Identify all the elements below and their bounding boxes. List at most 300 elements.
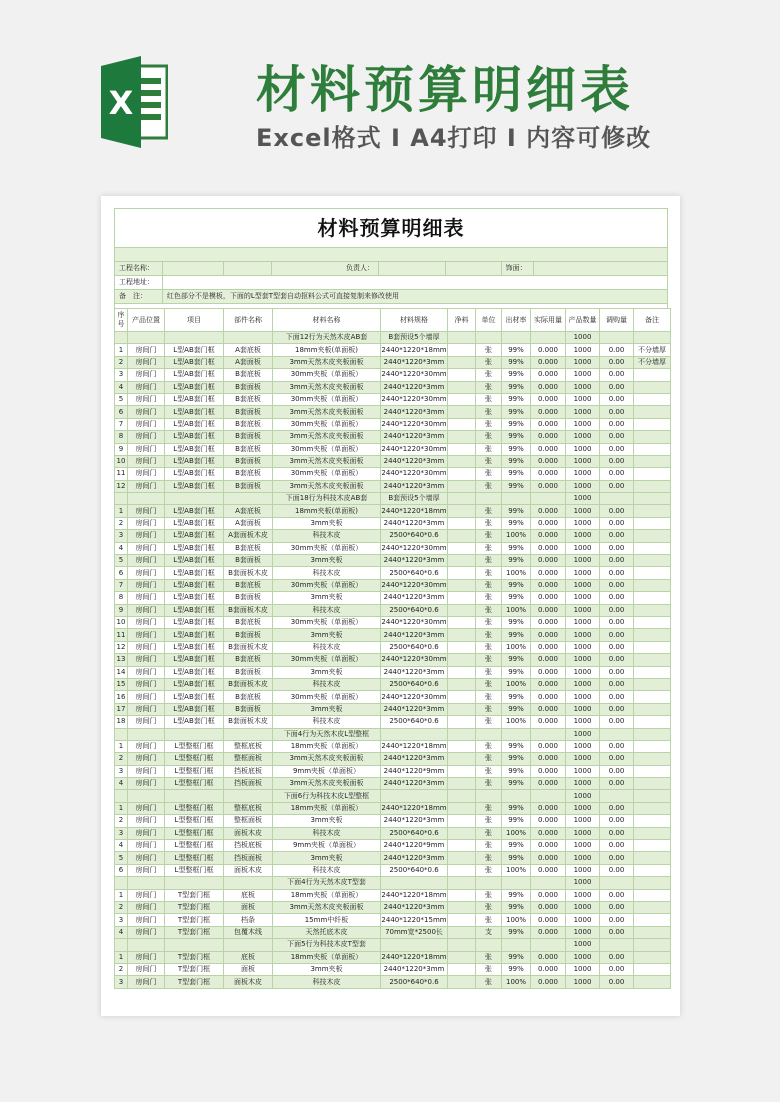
table-cell[interactable] xyxy=(165,728,224,740)
table-cell[interactable]: 100% xyxy=(502,567,531,579)
table-cell[interactable]: 3mm天然木皮夹板面板 xyxy=(273,778,381,790)
table-cell[interactable]: 2440*1220*3mm xyxy=(381,629,448,641)
table-cell[interactable]: L型AB套门框 xyxy=(165,369,224,381)
table-cell[interactable]: T型套门框 xyxy=(165,951,224,963)
table-cell[interactable]: 99% xyxy=(502,418,531,430)
table-cell[interactable]: 房间门 xyxy=(128,542,165,554)
table-cell[interactable]: L型AB套门框 xyxy=(165,678,224,690)
table-cell[interactable]: 0.00 xyxy=(600,815,634,827)
table-cell[interactable]: 0.000 xyxy=(531,778,566,790)
table-cell[interactable]: 6 xyxy=(115,406,128,418)
table-cell[interactable] xyxy=(448,406,476,418)
table-cell[interactable]: 99% xyxy=(502,765,531,777)
table-cell[interactable]: 张 xyxy=(476,827,502,839)
table-cell[interactable]: 房间门 xyxy=(128,852,165,864)
table-cell[interactable]: L型整框门框 xyxy=(165,840,224,852)
table-cell[interactable]: 下面4行为天然木皮L型整框 xyxy=(273,728,381,740)
table-cell[interactable]: 2440*1220*30mm xyxy=(381,393,448,405)
table-cell[interactable]: L型AB套门框 xyxy=(165,517,224,529)
table-cell[interactable] xyxy=(476,493,502,505)
table-cell[interactable]: 张 xyxy=(476,517,502,529)
table-cell[interactable]: 张 xyxy=(476,567,502,579)
table-cell[interactable]: 9mm夹板（单面板） xyxy=(273,840,381,852)
table-cell[interactable] xyxy=(476,790,502,802)
table-cell[interactable]: B套面板木皮 xyxy=(224,604,273,616)
table-cell[interactable]: 100% xyxy=(502,914,531,926)
table-cell[interactable]: 房间门 xyxy=(128,926,165,938)
table-cell[interactable] xyxy=(115,790,128,802)
table-cell[interactable]: 2440*1220*3mm xyxy=(381,455,448,467)
table-cell[interactable]: L型整框门框 xyxy=(165,864,224,876)
table-cell[interactable]: 房间门 xyxy=(128,381,165,393)
table-cell[interactable]: 2440*1220*3mm xyxy=(381,480,448,492)
table-cell[interactable]: 0.00 xyxy=(600,889,634,901)
table-cell[interactable]: 张 xyxy=(476,505,502,517)
table-cell[interactable]: 0.00 xyxy=(600,654,634,666)
table-cell[interactable] xyxy=(634,901,671,913)
table-cell[interactable]: 张 xyxy=(476,555,502,567)
table-cell[interactable]: B套底板 xyxy=(224,468,273,480)
table-cell[interactable]: 科技木皮 xyxy=(273,530,381,542)
table-cell[interactable]: 2440*1220*3mm xyxy=(381,778,448,790)
table-cell[interactable]: 2440*1220*3mm xyxy=(381,555,448,567)
table-cell[interactable]: 1000 xyxy=(566,827,600,839)
table-cell[interactable]: 99% xyxy=(502,505,531,517)
table-cell[interactable]: 30mm夹板（单面板） xyxy=(273,654,381,666)
table-cell[interactable]: 房间门 xyxy=(128,691,165,703)
table-cell[interactable]: 3 xyxy=(115,827,128,839)
table-cell[interactable]: 0.000 xyxy=(531,393,566,405)
table-cell[interactable]: 2440*1220*30mm xyxy=(381,418,448,430)
table-cell[interactable] xyxy=(600,877,634,889)
table-cell[interactable]: 科技木皮 xyxy=(273,678,381,690)
table-cell[interactable]: L型整框门框 xyxy=(165,753,224,765)
table-cell[interactable]: 1000 xyxy=(566,901,600,913)
table-cell[interactable]: 1000 xyxy=(566,778,600,790)
table-cell[interactable]: 30mm夹板（单面板） xyxy=(273,393,381,405)
table-cell[interactable] xyxy=(634,579,671,591)
table-cell[interactable]: 0.00 xyxy=(600,418,634,430)
table-cell[interactable]: 100% xyxy=(502,864,531,876)
table-cell[interactable]: 面板 xyxy=(224,901,273,913)
table-cell[interactable] xyxy=(634,678,671,690)
table-cell[interactable]: 张 xyxy=(476,641,502,653)
table-cell[interactable]: 1000 xyxy=(566,963,600,975)
table-cell[interactable]: 1000 xyxy=(566,815,600,827)
table-cell[interactable]: 99% xyxy=(502,480,531,492)
table-cell[interactable]: B套面板木皮 xyxy=(224,567,273,579)
table-cell[interactable]: 房间门 xyxy=(128,889,165,901)
table-cell[interactable] xyxy=(634,790,671,802)
table-cell[interactable] xyxy=(634,381,671,393)
table-cell[interactable] xyxy=(448,703,476,715)
table-cell[interactable]: 1000 xyxy=(566,951,600,963)
table-cell[interactable]: 0.00 xyxy=(600,926,634,938)
table-cell[interactable]: 0.000 xyxy=(531,431,566,443)
table-cell[interactable] xyxy=(448,852,476,864)
table-cell[interactable]: 1000 xyxy=(566,468,600,480)
table-cell[interactable]: 99% xyxy=(502,926,531,938)
table-cell[interactable]: 1000 xyxy=(566,703,600,715)
table-cell[interactable] xyxy=(448,592,476,604)
table-cell[interactable]: 0.000 xyxy=(531,678,566,690)
table-cell[interactable]: 99% xyxy=(502,815,531,827)
table-cell[interactable]: 1000 xyxy=(566,381,600,393)
table-cell[interactable]: 1000 xyxy=(566,728,600,740)
table-cell[interactable] xyxy=(634,691,671,703)
table-cell[interactable]: 30mm夹板（单面板） xyxy=(273,616,381,628)
table-cell[interactable]: 天然托底木皮 xyxy=(273,926,381,938)
table-cell[interactable] xyxy=(448,802,476,814)
table-cell[interactable]: 2440*1220*18mm xyxy=(381,802,448,814)
table-cell[interactable]: 2440*1220*3mm xyxy=(381,381,448,393)
table-cell[interactable]: 0.000 xyxy=(531,889,566,901)
table-cell[interactable]: 2440*1220*3mm xyxy=(381,356,448,368)
table-cell[interactable]: 0.000 xyxy=(531,579,566,591)
table-cell[interactable] xyxy=(634,369,671,381)
table-cell[interactable] xyxy=(448,691,476,703)
table-cell[interactable]: 0.00 xyxy=(600,579,634,591)
table-cell[interactable]: 2440*1220*18mm xyxy=(381,740,448,752)
table-cell[interactable]: 房间门 xyxy=(128,765,165,777)
table-cell[interactable]: 3mm夹板 xyxy=(273,963,381,975)
table-cell[interactable]: 3mm夹板 xyxy=(273,555,381,567)
table-cell[interactable]: 张 xyxy=(476,815,502,827)
table-cell[interactable] xyxy=(634,951,671,963)
table-cell[interactable]: 房间门 xyxy=(128,963,165,975)
table-cell[interactable]: 2500*640*0.6 xyxy=(381,716,448,728)
table-cell[interactable]: 张 xyxy=(476,406,502,418)
table-cell[interactable]: 0.00 xyxy=(600,864,634,876)
table-cell[interactable]: 6 xyxy=(115,567,128,579)
table-cell[interactable]: 房间门 xyxy=(128,753,165,765)
table-cell[interactable]: 0.000 xyxy=(531,641,566,653)
table-cell[interactable]: 99% xyxy=(502,517,531,529)
table-cell[interactable]: 张 xyxy=(476,840,502,852)
table-cell[interactable]: A套面板木皮 xyxy=(224,530,273,542)
table-cell[interactable]: 2500*640*0.6 xyxy=(381,641,448,653)
table-cell[interactable] xyxy=(502,790,531,802)
table-cell[interactable] xyxy=(634,740,671,752)
table-cell[interactable]: L型整框门框 xyxy=(165,802,224,814)
table-cell[interactable]: 2440*1220*3mm xyxy=(381,517,448,529)
table-cell[interactable]: 4 xyxy=(115,381,128,393)
table-cell[interactable]: 1000 xyxy=(566,840,600,852)
table-cell[interactable]: 99% xyxy=(502,393,531,405)
table-cell[interactable]: 房间门 xyxy=(128,406,165,418)
table-cell[interactable]: 科技木皮 xyxy=(273,567,381,579)
table-cell[interactable]: 2440*1220*18mm xyxy=(381,951,448,963)
table-cell[interactable] xyxy=(448,678,476,690)
table-cell[interactable] xyxy=(531,877,566,889)
table-cell[interactable]: 0.000 xyxy=(531,691,566,703)
table-cell[interactable] xyxy=(448,431,476,443)
table-cell[interactable]: 100% xyxy=(502,678,531,690)
table-cell[interactable]: 2500*640*0.6 xyxy=(381,567,448,579)
table-cell[interactable]: 房间门 xyxy=(128,579,165,591)
table-cell[interactable]: 99% xyxy=(502,369,531,381)
table-cell[interactable] xyxy=(224,493,273,505)
table-cell[interactable]: 1000 xyxy=(566,418,600,430)
table-cell[interactable]: 张 xyxy=(476,654,502,666)
table-cell[interactable] xyxy=(115,939,128,951)
table-cell[interactable]: 0.000 xyxy=(531,740,566,752)
table-cell[interactable]: 18mm夹板（单面板） xyxy=(273,802,381,814)
table-cell[interactable]: 2440*1220*3mm xyxy=(381,815,448,827)
table-cell[interactable]: 30mm夹板（单面板） xyxy=(273,468,381,480)
table-cell[interactable]: 3mm夹板 xyxy=(273,666,381,678)
table-cell[interactable]: 2500*640*0.6 xyxy=(381,530,448,542)
table-cell[interactable]: B套面板木皮 xyxy=(224,641,273,653)
table-cell[interactable]: 房间门 xyxy=(128,356,165,368)
table-cell[interactable] xyxy=(634,604,671,616)
table-cell[interactable] xyxy=(165,790,224,802)
table-cell[interactable] xyxy=(448,827,476,839)
table-cell[interactable]: 不分墙厚 xyxy=(634,344,671,356)
table-cell[interactable]: L型AB套门框 xyxy=(165,654,224,666)
table-cell[interactable]: 房间门 xyxy=(128,567,165,579)
table-cell[interactable] xyxy=(634,802,671,814)
table-cell[interactable]: 0.000 xyxy=(531,406,566,418)
table-cell[interactable]: 2440*1220*3mm xyxy=(381,901,448,913)
table-cell[interactable]: 2500*640*0.6 xyxy=(381,678,448,690)
table-cell[interactable]: 18mm夹板（单面板） xyxy=(273,889,381,901)
table-cell[interactable]: B套底板 xyxy=(224,616,273,628)
table-cell[interactable] xyxy=(224,939,273,951)
table-cell[interactable]: 0.00 xyxy=(600,840,634,852)
table-cell[interactable]: 2440*1220*3mm xyxy=(381,703,448,715)
table-cell[interactable]: 下面18行为科技木皮AB套 xyxy=(273,493,381,505)
table-cell[interactable]: 0.00 xyxy=(600,740,634,752)
table-cell[interactable] xyxy=(531,790,566,802)
table-cell[interactable]: 张 xyxy=(476,889,502,901)
table-cell[interactable]: 2440*1220*9mm xyxy=(381,840,448,852)
table-cell[interactable]: 挡板底板 xyxy=(224,765,273,777)
table-cell[interactable]: B套面板 xyxy=(224,406,273,418)
table-cell[interactable]: 0.00 xyxy=(600,753,634,765)
table-cell[interactable]: L型AB套门框 xyxy=(165,455,224,467)
table-cell[interactable]: 99% xyxy=(502,356,531,368)
table-cell[interactable]: B套底板 xyxy=(224,542,273,554)
table-cell[interactable]: 1000 xyxy=(566,406,600,418)
table-cell[interactable]: 0.00 xyxy=(600,703,634,715)
table-cell[interactable]: L型AB套门框 xyxy=(165,344,224,356)
table-cell[interactable]: 1000 xyxy=(566,455,600,467)
table-cell[interactable] xyxy=(448,840,476,852)
table-cell[interactable]: 张 xyxy=(476,951,502,963)
table-cell[interactable]: 房间门 xyxy=(128,517,165,529)
table-cell[interactable]: 整框面板 xyxy=(224,753,273,765)
table-cell[interactable]: 0.000 xyxy=(531,505,566,517)
table-cell[interactable]: B套面板 xyxy=(224,666,273,678)
table-cell[interactable]: 99% xyxy=(502,654,531,666)
table-cell[interactable]: 0.00 xyxy=(600,431,634,443)
table-cell[interactable] xyxy=(634,852,671,864)
table-cell[interactable]: A套底板 xyxy=(224,505,273,517)
table-cell[interactable] xyxy=(502,728,531,740)
table-cell[interactable]: 1000 xyxy=(566,889,600,901)
table-cell[interactable] xyxy=(634,443,671,455)
table-cell[interactable]: 1 xyxy=(115,505,128,517)
table-cell[interactable]: L型AB套门框 xyxy=(165,542,224,554)
table-cell[interactable] xyxy=(502,332,531,344)
table-cell[interactable] xyxy=(381,790,448,802)
table-cell[interactable]: 房间门 xyxy=(128,629,165,641)
table-cell[interactable]: 房间门 xyxy=(128,641,165,653)
table-cell[interactable] xyxy=(634,765,671,777)
table-cell[interactable]: 12 xyxy=(115,480,128,492)
table-cell[interactable]: L型AB套门框 xyxy=(165,431,224,443)
table-cell[interactable]: 0.00 xyxy=(600,480,634,492)
table-cell[interactable]: 0.000 xyxy=(531,654,566,666)
table-cell[interactable]: 2440*1220*18mm xyxy=(381,344,448,356)
table-cell[interactable]: 0.00 xyxy=(600,517,634,529)
table-cell[interactable]: 张 xyxy=(476,753,502,765)
table-cell[interactable]: 2440*1220*30mm xyxy=(381,579,448,591)
table-cell[interactable]: L型整框门框 xyxy=(165,765,224,777)
table-cell[interactable]: 房间门 xyxy=(128,443,165,455)
table-cell[interactable]: 0.00 xyxy=(600,443,634,455)
table-cell[interactable] xyxy=(634,926,671,938)
table-cell[interactable]: 0.00 xyxy=(600,344,634,356)
table-cell[interactable]: 70mm宽*2500长 xyxy=(381,926,448,938)
table-cell[interactable]: 12 xyxy=(115,641,128,653)
table-cell[interactable] xyxy=(502,877,531,889)
table-cell[interactable] xyxy=(634,567,671,579)
table-cell[interactable]: 2 xyxy=(115,356,128,368)
table-cell[interactable]: 张 xyxy=(476,356,502,368)
table-cell[interactable] xyxy=(634,728,671,740)
table-cell[interactable]: B套面板 xyxy=(224,592,273,604)
table-cell[interactable]: 3mm夹板 xyxy=(273,852,381,864)
table-cell[interactable]: B套面板 xyxy=(224,629,273,641)
table-cell[interactable]: 3 xyxy=(115,369,128,381)
table-cell[interactable]: L型AB套门框 xyxy=(165,468,224,480)
table-cell[interactable]: 1000 xyxy=(566,567,600,579)
table-cell[interactable]: 1000 xyxy=(566,926,600,938)
table-cell[interactable]: 0.00 xyxy=(600,691,634,703)
table-cell[interactable]: B套面板木皮 xyxy=(224,716,273,728)
table-cell[interactable]: 1 xyxy=(115,740,128,752)
table-cell[interactable]: L型AB套门框 xyxy=(165,505,224,517)
table-cell[interactable]: 2440*1220*3mm xyxy=(381,431,448,443)
table-cell[interactable]: 99% xyxy=(502,592,531,604)
table-cell[interactable]: 0.00 xyxy=(600,963,634,975)
table-cell[interactable] xyxy=(448,530,476,542)
table-cell[interactable]: 房间门 xyxy=(128,344,165,356)
table-cell[interactable]: 1000 xyxy=(566,369,600,381)
table-cell[interactable] xyxy=(502,493,531,505)
table-cell[interactable] xyxy=(448,505,476,517)
table-cell[interactable]: 30mm夹板（单面板） xyxy=(273,579,381,591)
table-cell[interactable]: 0.00 xyxy=(600,468,634,480)
table-cell[interactable] xyxy=(448,889,476,901)
table-cell[interactable]: 张 xyxy=(476,480,502,492)
table-cell[interactable]: 科技木皮 xyxy=(273,864,381,876)
table-cell[interactable] xyxy=(448,790,476,802)
table-cell[interactable]: L型整框门框 xyxy=(165,815,224,827)
table-cell[interactable]: 张 xyxy=(476,344,502,356)
table-cell[interactable]: 3mm夹板 xyxy=(273,629,381,641)
table-cell[interactable] xyxy=(115,332,128,344)
table-cell[interactable]: A套底板 xyxy=(224,344,273,356)
table-cell[interactable]: 99% xyxy=(502,406,531,418)
table-cell[interactable]: 0.000 xyxy=(531,864,566,876)
table-cell[interactable]: 2440*1220*30mm xyxy=(381,616,448,628)
table-cell[interactable]: 挡板底板 xyxy=(224,840,273,852)
table-cell[interactable]: 0.000 xyxy=(531,827,566,839)
table-cell[interactable]: 30mm夹板（单面板） xyxy=(273,542,381,554)
table-cell[interactable] xyxy=(448,753,476,765)
table-cell[interactable]: 张 xyxy=(476,678,502,690)
table-cell[interactable] xyxy=(634,406,671,418)
table-cell[interactable]: 张 xyxy=(476,666,502,678)
table-cell[interactable]: 2440*1220*3mm xyxy=(381,406,448,418)
table-cell[interactable]: 99% xyxy=(502,951,531,963)
table-cell[interactable] xyxy=(634,939,671,951)
table-cell[interactable] xyxy=(634,455,671,467)
table-cell[interactable] xyxy=(531,332,566,344)
table-cell[interactable]: 99% xyxy=(502,963,531,975)
table-cell[interactable]: 4 xyxy=(115,840,128,852)
table-cell[interactable]: 2440*1220*30mm xyxy=(381,542,448,554)
table-cell[interactable] xyxy=(128,877,165,889)
table-cell[interactable]: 张 xyxy=(476,765,502,777)
table-cell[interactable]: 房间门 xyxy=(128,604,165,616)
table-cell[interactable]: 18 xyxy=(115,716,128,728)
table-cell[interactable]: 1000 xyxy=(566,344,600,356)
table-cell[interactable]: 0.00 xyxy=(600,406,634,418)
table-cell[interactable]: 4 xyxy=(115,926,128,938)
table-cell[interactable] xyxy=(448,381,476,393)
table-cell[interactable]: 1000 xyxy=(566,802,600,814)
table-cell[interactable]: 张 xyxy=(476,381,502,393)
table-cell[interactable]: T型套门框 xyxy=(165,976,224,988)
table-cell[interactable]: 0.00 xyxy=(600,641,634,653)
table-cell[interactable]: 张 xyxy=(476,592,502,604)
table-cell[interactable] xyxy=(634,753,671,765)
table-cell[interactable]: 2500*640*0.6 xyxy=(381,827,448,839)
table-cell[interactable]: B套底板 xyxy=(224,393,273,405)
table-cell[interactable]: L型AB套门框 xyxy=(165,604,224,616)
table-cell[interactable]: 1000 xyxy=(566,678,600,690)
table-cell[interactable]: L型AB套门框 xyxy=(165,393,224,405)
table-cell[interactable]: 1000 xyxy=(566,431,600,443)
table-cell[interactable] xyxy=(381,728,448,740)
table-cell[interactable] xyxy=(634,815,671,827)
table-cell[interactable]: 房间门 xyxy=(128,555,165,567)
table-cell[interactable]: 0.00 xyxy=(600,827,634,839)
table-cell[interactable]: 16 xyxy=(115,691,128,703)
table-cell[interactable]: L型AB套门框 xyxy=(165,716,224,728)
table-cell[interactable]: 支 xyxy=(476,926,502,938)
table-cell[interactable] xyxy=(634,431,671,443)
table-cell[interactable]: 科技木皮 xyxy=(273,716,381,728)
table-cell[interactable]: 100% xyxy=(502,716,531,728)
table-cell[interactable] xyxy=(634,877,671,889)
table-cell[interactable]: A套面板 xyxy=(224,517,273,529)
table-cell[interactable]: B套预设5个墙厚 xyxy=(381,493,448,505)
table-cell[interactable]: 张 xyxy=(476,963,502,975)
table-cell[interactable]: 2 xyxy=(115,517,128,529)
table-cell[interactable] xyxy=(634,418,671,430)
table-cell[interactable]: 房间门 xyxy=(128,840,165,852)
table-cell[interactable] xyxy=(448,778,476,790)
table-cell[interactable]: T型套门框 xyxy=(165,901,224,913)
table-cell[interactable]: 9 xyxy=(115,604,128,616)
table-cell[interactable]: 3mm天然木皮夹板面板 xyxy=(273,455,381,467)
table-cell[interactable]: 张 xyxy=(476,443,502,455)
